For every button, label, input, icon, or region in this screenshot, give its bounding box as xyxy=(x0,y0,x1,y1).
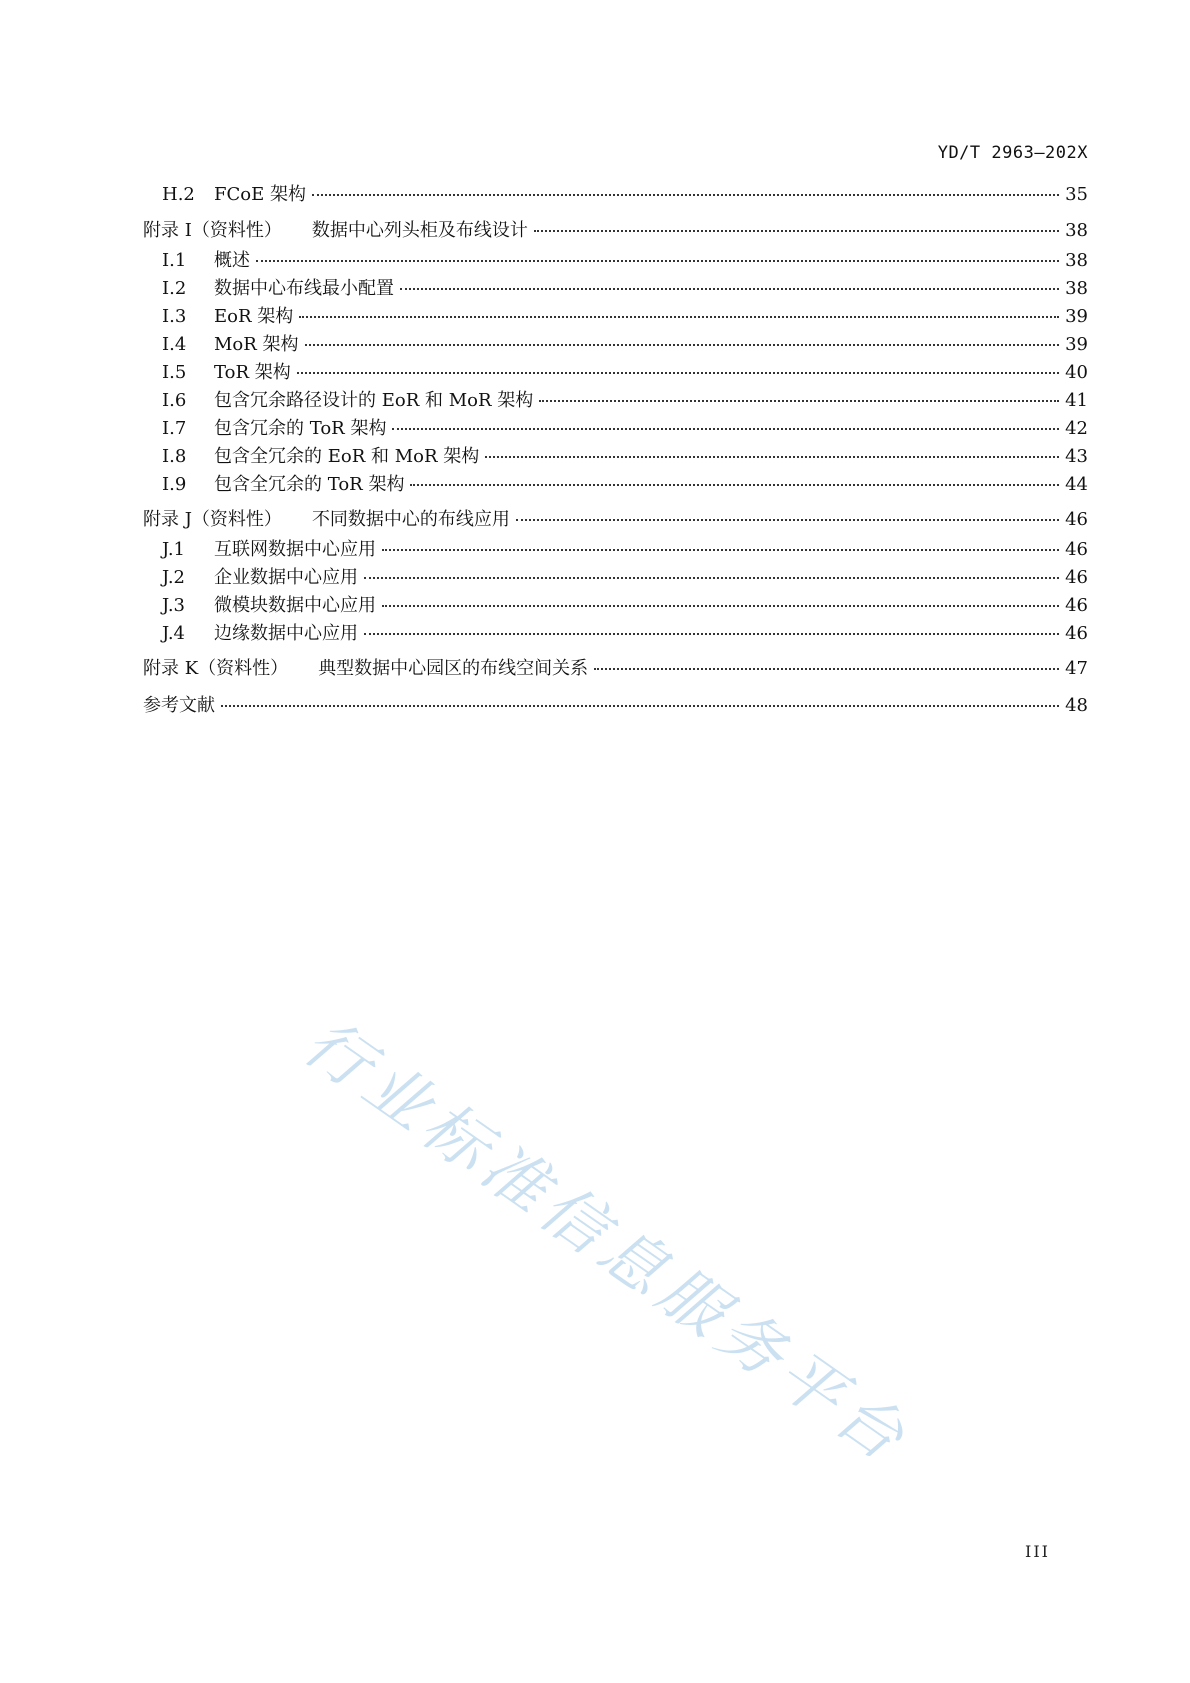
toc-entry-i8[interactable] xyxy=(162,445,1088,469)
dot-leader xyxy=(382,549,1059,551)
dot-leader xyxy=(256,260,1059,262)
toc-entry-i2[interactable] xyxy=(162,277,1088,301)
toc-page-number: 42 xyxy=(1065,418,1088,439)
toc-number: I.6 xyxy=(162,390,187,411)
toc-title: 不同数据中心的布线应用 xyxy=(311,509,510,530)
toc-page-number: 39 xyxy=(1065,306,1088,327)
toc-page-number: 35 xyxy=(1065,184,1088,205)
toc-number: I.8 xyxy=(162,446,187,467)
toc-page-number: 38 xyxy=(1065,278,1088,299)
dot-leader xyxy=(410,484,1059,486)
toc-entry-j1[interactable] xyxy=(162,538,1088,562)
toc-page-number: 44 xyxy=(1065,474,1088,495)
dot-leader xyxy=(516,519,1059,521)
toc-number: I.7 xyxy=(162,418,187,439)
toc-number: I.4 xyxy=(162,334,187,355)
toc-title: 数据中心列头柜及布线设计 xyxy=(311,220,528,241)
toc-page-number: 38 xyxy=(1065,250,1088,271)
toc-entry-i9[interactable] xyxy=(162,473,1088,497)
toc-entry-i6[interactable] xyxy=(162,389,1088,413)
toc-title: 数据中心布线最小配置 xyxy=(214,278,394,299)
toc-number: 附录 I（资料性） xyxy=(143,220,282,241)
dot-leader xyxy=(305,344,1060,346)
toc-entry-i4[interactable] xyxy=(162,333,1088,357)
dot-leader xyxy=(594,668,1059,670)
toc-number: I.2 xyxy=(162,278,187,299)
dot-leader xyxy=(221,705,1059,707)
toc-entry-j2[interactable] xyxy=(162,566,1088,590)
toc-entry-appendix-j[interactable] xyxy=(143,508,1088,532)
toc-title: EoR 架构 xyxy=(214,306,294,327)
toc-entry-references[interactable] xyxy=(143,694,1088,718)
toc-entry-i3[interactable] xyxy=(162,305,1088,329)
dot-leader xyxy=(297,372,1059,374)
toc-number: I.1 xyxy=(162,250,187,271)
dot-leader xyxy=(382,605,1059,607)
toc-page-number: 39 xyxy=(1065,334,1088,355)
toc-title: 边缘数据中心应用 xyxy=(214,623,358,644)
toc-title: 包含全冗余的 ToR 架构 xyxy=(214,474,405,495)
toc-number: I.3 xyxy=(162,306,187,327)
dot-leader xyxy=(485,456,1059,458)
toc-page-number: 43 xyxy=(1065,446,1088,467)
toc-title: 互联网数据中心应用 xyxy=(214,539,376,560)
toc-page-number: 41 xyxy=(1065,390,1088,411)
toc-page-number: 46 xyxy=(1065,539,1088,560)
dot-leader xyxy=(312,194,1059,196)
toc-number: J.2 xyxy=(162,567,185,588)
toc-number: J.1 xyxy=(162,539,185,560)
toc-entry-j3[interactable] xyxy=(162,594,1088,618)
dot-leader xyxy=(299,316,1059,318)
toc-title: 概述 xyxy=(214,250,250,271)
toc-page-number: 46 xyxy=(1065,623,1088,644)
toc-title: 典型数据中心园区的布线空间关系 xyxy=(318,658,589,679)
dot-leader xyxy=(400,288,1059,290)
toc-number: I.5 xyxy=(162,362,187,383)
toc-entry-appendix-i[interactable] xyxy=(143,219,1088,243)
toc-page-number: 40 xyxy=(1065,362,1088,383)
toc-number: 附录 J（资料性） xyxy=(143,509,282,530)
toc-title: 参考文献 xyxy=(143,695,215,716)
toc-page-number: 47 xyxy=(1065,658,1088,679)
toc-number: I.9 xyxy=(162,474,187,495)
toc-page-number: 46 xyxy=(1065,567,1088,588)
toc-title: 包含冗余路径设计的 EoR 和 MoR 架构 xyxy=(214,390,534,411)
toc-title: 微模块数据中心应用 xyxy=(214,595,376,616)
toc-entry-i7[interactable] xyxy=(162,417,1088,441)
toc-page-number: 46 xyxy=(1065,595,1088,616)
toc-entry-j4[interactable] xyxy=(162,622,1088,646)
standard-number: YD/T 2963—202X xyxy=(937,143,1088,163)
toc-title: 包含全冗余的 EoR 和 MoR 架构 xyxy=(214,446,480,467)
toc-title: FCoE 架构 xyxy=(214,184,306,205)
toc-entry-h2[interactable] xyxy=(162,183,1088,207)
toc-number: J.3 xyxy=(162,595,185,616)
toc-entry-i5[interactable] xyxy=(162,361,1088,385)
dot-leader xyxy=(534,230,1059,232)
toc-page-number: 38 xyxy=(1065,220,1088,241)
watermark-text: 行业标准信息服务平台 xyxy=(290,1005,923,1480)
toc-title: 企业数据中心应用 xyxy=(214,567,358,588)
toc-entry-i1[interactable] xyxy=(162,249,1088,273)
toc-number: J.4 xyxy=(162,623,185,644)
page-folio: III xyxy=(1025,1542,1050,1561)
toc-title: ToR 架构 xyxy=(214,362,291,383)
dot-leader xyxy=(364,633,1059,635)
dot-leader xyxy=(392,428,1059,430)
toc-entry-appendix-k[interactable] xyxy=(143,657,1088,681)
toc-number: H.2 xyxy=(162,184,195,205)
dot-leader xyxy=(364,577,1059,579)
toc-title: 包含冗余的 ToR 架构 xyxy=(214,418,387,439)
dot-leader xyxy=(539,400,1059,402)
toc-title: MoR 架构 xyxy=(214,334,299,355)
toc-page-number: 48 xyxy=(1065,695,1088,716)
toc-number: 附录 K（资料性） xyxy=(143,658,289,679)
toc-page-number: 46 xyxy=(1065,509,1088,530)
